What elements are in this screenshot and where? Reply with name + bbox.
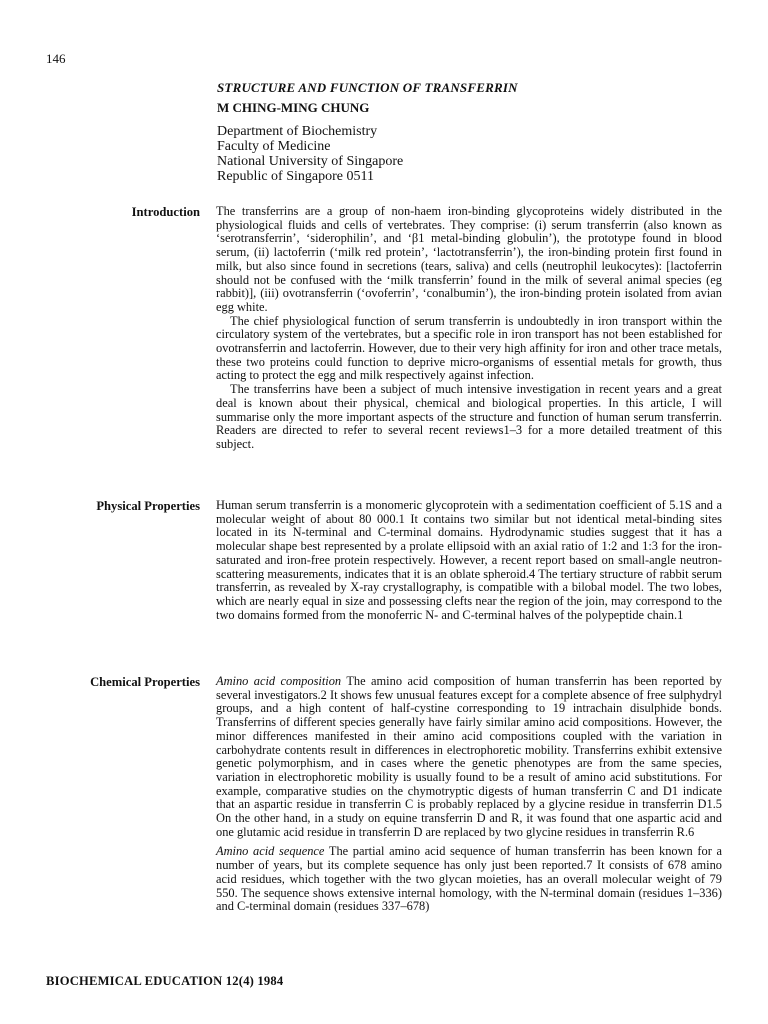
affiliation-line: Faculty of Medicine [217,139,331,154]
affiliation-line: Department of Biochemistry [217,124,378,139]
paragraph [216,675,722,839]
journal-footer: BIOCHEMICAL EDUCATION 12(4) 1984 [46,974,284,988]
paragraph-text: The partial amino acid sequence of human transferrin has been known for a number of years, but its complete sequence has only just been reported.7 It consists of 678 amino acid residues, which together with the two glycan moieties, has an overall molecular weight of 79 550. The sequence shows extensive internal homology, with the N-terminal domain (residues 1–336) and C-terminal domain (residues 337–678) [216,844,723,914]
paragraph-text: The amino acid composition of human transferrin has been reported by several investigators.2 It shows few unusual features except for a complete absence of free sulphydryl groups, and a high content of half-cystine corresponding to 19 intrachain disulphide bonds. Transferrins of different species generally have fairly similar amino acid compositions. However, the minor differences manifested in their amino acid compositions coupled with the variation in carbohydrate contents result in differences in electrophoretic mobility. Transferrins exhibit extensive genetic polymorphism, and in cases where the genetic phenotypes are from the same species, variation in electrophoretic mobility is usually found to be a result of amino acid substitutions. For example, comparative studies on the chymotryptic digests of human transferrin C and D1 indicate that an aspartic residue in transferrin C is probably replaced by a glycine residue in transferrin D1.5 On the other hand, in a study on equine transferrin D and R, it was found that one aspartic acid and one glutamic acid residue in transferrin D are replaced by two glycine residues in transferrin R.6 [216,674,723,839]
paragraph: The chief physiological function of serum transferrin is undoubtedly in iron transport within the circulatory system of the vertebrates, but a specific role in iron transport has not been established for ovotransferrin and lactoferrin. However, due to their very high affinity for iron and other trace metals, these two proteins could function to deprive micro-organisms of essential metals for growth, thus acting to protect the egg and milk respectively against infection. [216,313,722,383]
paragraph: The transferrins have been a subject of much intensive investigation in recent years and a great deal is known about their physical, chemical and biological properties. In this article, I will summarise only the more important aspects of the structure and function of human serum transferrin. Readers are directed to refer to several recent reviews1–3 for a more detailed treatment of this subject. [216,382,722,451]
paragraph: The transferrins are a group of non-haem iron-binding glycoproteins widely distributed in the physiological fluids and cells of vertebrates. They comprise: (i) serum transferrin (also known as ‘serotransferrin’, ‘siderophilin’, and ‘β1 metal-binding globulin’), the prototype found in blood serum, (ii) lactoferrin (‘milk red protein’, ‘lactotransferrin’), the iron-binding protein first found in milk, but also since found in secretions (tears, saliva) and cells (neutrophil leukocytes): [lactoferrin should not be confused with the ‘milk transferrin’ found in the milk of several animal species (eg rabbit)], (iii) ovotransferrin (‘ovoferrin’, ‘conalbumin’), the iron-binding protein isolated from avian egg white. [216,204,722,314]
paragraph [216,845,722,914]
section-heading: Physical Properties [96,499,200,513]
affiliation [217,124,737,184]
section-heading: Introduction [131,205,200,219]
section-body [216,499,722,622]
section-body [216,205,722,452]
subheading: Amino acid sequence [216,844,325,859]
paragraph: Human serum transferrin is a monomeric glycoprotein with a sedimentation coefficient of 5.1S and a molecular weight of about 80 000.1 It contains two similar but not identical metal-binding sites located in its N-terminal and C-terminal domains. Hydrodynamic studies suggest that it has a molecular shape best represented by a prolate ellipsoid with an axial ratio of 1:2 and 1:3 for the iron-saturated and iron-free protein respectively. However, a recent report based on small-angle neutron-scattering measurements, indicates that it is an oblate spheroid.4 The tertiary structure of rabbit serum transferrin, as revealed by X-ray crystallography, is compatible with a bilobal model. The two lobes, which are nearly equal in size and possessing clefts near the region of the join, may correspond to the two domains formed from the monoferric N- and C-terminal halves of the polypeptide chain.1 [216,498,722,622]
subheading: Amino acid composition [216,674,342,688]
article-title: STRUCTURE AND FUNCTION OF TRANSFERRIN [217,80,518,95]
article-header [217,80,737,184]
affiliation-line: Republic of Singapore 0511 [217,169,374,184]
section-heading: Chemical Properties [90,675,200,689]
author-name: M CHING-MING CHUNG [217,100,370,115]
affiliation-line: National University of Singapore [217,154,404,169]
section-body [216,675,722,914]
page-number: 146 [46,51,66,66]
